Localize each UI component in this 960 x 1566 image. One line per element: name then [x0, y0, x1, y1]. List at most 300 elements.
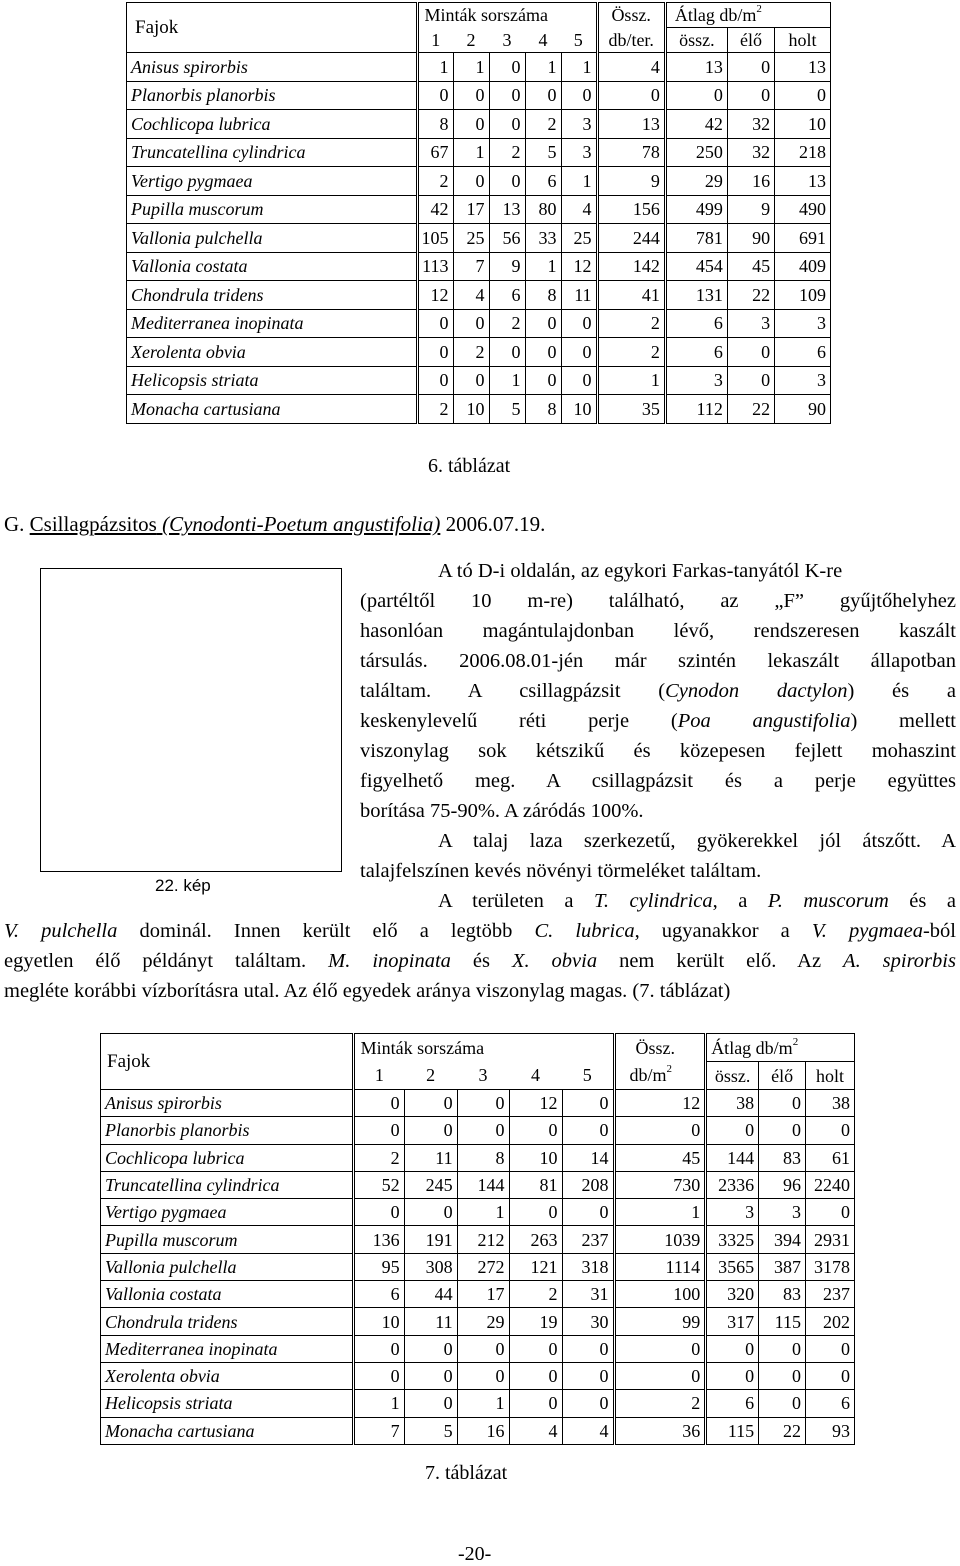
sample-count: 19 — [509, 1308, 562, 1335]
sample-count: 30 — [562, 1308, 614, 1335]
species-name: Xerolenta obvia — [127, 338, 418, 367]
avg-alive: 394 — [759, 1226, 806, 1253]
total-count: 244 — [597, 224, 665, 253]
species-name: Truncatellina cylindrica — [127, 138, 418, 167]
avg-dead: 109 — [775, 281, 831, 310]
sample-count: 0 — [525, 81, 561, 110]
sample-count: 8 — [457, 1144, 509, 1171]
sample-count: 0 — [561, 81, 597, 110]
total-count: 35 — [597, 395, 665, 424]
avg-alive: 83 — [759, 1281, 806, 1308]
table-row — [127, 366, 831, 395]
species-name: Vertigo pygmaea — [101, 1199, 354, 1226]
table-row — [101, 1390, 855, 1417]
avg-alive: 0 — [759, 1117, 806, 1144]
sample-count: 0 — [417, 309, 453, 338]
avg-dead: 0 — [806, 1199, 855, 1226]
avg-total: 454 — [665, 252, 727, 281]
avg-dead: 409 — [775, 252, 831, 281]
sample-count: 0 — [404, 1199, 457, 1226]
species-name: Vertigo pygmaea — [127, 167, 418, 196]
avg-sub-dead: holt — [775, 28, 831, 53]
sample-count: 1 — [561, 167, 597, 196]
sample-count: 0 — [353, 1362, 404, 1389]
avg-sub-dead: holt — [806, 1062, 855, 1090]
sample-count: 0 — [509, 1362, 562, 1389]
sample-number: 1 — [417, 28, 453, 53]
table-row — [127, 53, 831, 82]
sample-number: 4 — [525, 28, 561, 53]
avg-dead: 2240 — [806, 1171, 855, 1198]
total-count: 100 — [614, 1281, 706, 1308]
sample-count: 2 — [489, 309, 525, 338]
total-unit: $db/m^2$ — [614, 1062, 706, 1090]
avg-dead: 0 — [806, 1362, 855, 1389]
sample-count: 10 — [509, 1144, 562, 1171]
avg-alive: 0 — [727, 81, 774, 110]
sample-count: 5 — [404, 1417, 457, 1444]
avg-dead: 202 — [806, 1308, 855, 1335]
avg-dead: 490 — [775, 195, 831, 224]
avg-dead: 3 — [775, 366, 831, 395]
sample-count: 1 — [561, 53, 597, 82]
species-name: Chondrula tridens — [101, 1308, 354, 1335]
avg-total: 0 — [665, 81, 727, 110]
avg-sub-total: össz. — [706, 1062, 759, 1090]
avg-alive: 90 — [727, 224, 774, 253]
total-count: 156 — [597, 195, 665, 224]
sample-count: 0 — [417, 81, 453, 110]
avg-dead: 3178 — [806, 1253, 855, 1280]
sample-count: 17 — [453, 195, 489, 224]
paragraph-soil: A talaj laza szerkezetű, gyökerekkel jól átszőtt. A talajfelszínen kevés növényi törmeléket találtam. — [360, 830, 956, 882]
avg-header: Átlag $db/m^2$ — [665, 3, 830, 28]
table-row — [127, 167, 831, 196]
sample-count: 2 — [417, 395, 453, 424]
avg-alive: 0 — [727, 338, 774, 367]
sample-count: 2 — [417, 167, 453, 196]
paragraph-site-description: A tó D-i oldalán, az egykori Farkas-tanyától K-re (partéltől 10 m-re) található, az „F” gyűjtőhelyhez hasonlóan magántulajdonban lévő, rendszeresen kaszált társulás. 2006.08.01-jén már szintén lekaszált állapotban találtam. A csillagpázsit (Cynodon dactylon) és a keskenylevelű réti perje (Poa angustifolia) mellett viszonylag sok kétszikű és közepesen fejlett mohaszint figyelhető meg. A csillagpázsit és a perje együttes borítása 75-90%. A záródás 100%. — [360, 560, 956, 822]
avg-total: 0 — [706, 1362, 759, 1389]
avg-total: 3565 — [706, 1253, 759, 1280]
total-count: 2 — [597, 309, 665, 338]
sample-count: 7 — [353, 1417, 404, 1444]
avg-dead: 3 — [775, 309, 831, 338]
avg-total: 3 — [706, 1199, 759, 1226]
sample-count: 105 — [417, 224, 453, 253]
sample-count: 0 — [509, 1390, 562, 1417]
sample-number: 2 — [453, 28, 489, 53]
sample-count: 14 — [562, 1144, 614, 1171]
sample-count: 1 — [525, 252, 561, 281]
avg-dead: 61 — [806, 1144, 855, 1171]
sample-count: 113 — [417, 252, 453, 281]
sample-count: 0 — [417, 338, 453, 367]
sample-count: 42 — [417, 195, 453, 224]
sample-count: 10 — [453, 395, 489, 424]
species-name: Xerolenta obvia — [101, 1362, 354, 1389]
species-header: Fajok — [127, 3, 418, 53]
species-name: Monacha cartusiana — [127, 395, 418, 424]
table-row — [101, 1281, 855, 1308]
avg-dead: 0 — [775, 81, 831, 110]
avg-alive: 0 — [759, 1335, 806, 1362]
sample-count: 80 — [525, 195, 561, 224]
avg-alive: 0 — [759, 1362, 806, 1389]
avg-alive: 22 — [727, 395, 774, 424]
avg-total: 3 — [665, 366, 727, 395]
species-header: Fajok — [101, 1034, 354, 1090]
avg-alive: 45 — [727, 252, 774, 281]
sample-count: 0 — [457, 1362, 509, 1389]
sample-count: 136 — [353, 1226, 404, 1253]
avg-alive: 3 — [759, 1199, 806, 1226]
sample-count: 1 — [453, 138, 489, 167]
avg-dead: 6 — [806, 1390, 855, 1417]
sample-count: 2 — [453, 338, 489, 367]
sample-count: 25 — [453, 224, 489, 253]
sample-count: 31 — [562, 1281, 614, 1308]
species-name: Helicopsis striata — [101, 1390, 354, 1417]
species-name: Vallonia costata — [127, 252, 418, 281]
table-row — [101, 1308, 855, 1335]
sample-count: 12 — [561, 252, 597, 281]
sample-count: 4 — [561, 195, 597, 224]
sample-count: 4 — [453, 281, 489, 310]
avg-dead: 218 — [775, 138, 831, 167]
sample-count: 0 — [489, 110, 525, 139]
table-row — [127, 195, 831, 224]
sample-count: 272 — [457, 1253, 509, 1280]
table-row — [101, 1171, 855, 1198]
sample-count: 29 — [457, 1308, 509, 1335]
samples-header: Minták sorszáma — [417, 3, 597, 28]
sample-count: 56 — [489, 224, 525, 253]
section-heading: G. Csillagpázsitos (Cynodonti-Poetum angustifolia) 2006.07.19. — [4, 512, 546, 536]
sample-count: 0 — [525, 309, 561, 338]
avg-alive: 0 — [727, 53, 774, 82]
table-row — [101, 1335, 855, 1362]
sample-count: 0 — [525, 338, 561, 367]
sample-count: 0 — [457, 1335, 509, 1362]
sample-count: 4 — [509, 1417, 562, 1444]
sample-count: 0 — [562, 1390, 614, 1417]
sample-count: 44 — [404, 1281, 457, 1308]
table-7 — [100, 1033, 855, 1445]
table-row — [127, 81, 831, 110]
avg-alive: 22 — [759, 1417, 806, 1444]
sample-count: 1 — [489, 366, 525, 395]
total-count: 99 — [614, 1308, 706, 1335]
sample-count: 10 — [561, 395, 597, 424]
table-6 — [126, 2, 831, 424]
avg-dead: 13 — [775, 167, 831, 196]
sample-count: 7 — [453, 252, 489, 281]
sample-count: 1 — [353, 1390, 404, 1417]
sample-count: 144 — [457, 1171, 509, 1198]
avg-total: 250 — [665, 138, 727, 167]
sample-count: 3 — [561, 110, 597, 139]
total-count: 142 — [597, 252, 665, 281]
sample-count: 2 — [509, 1281, 562, 1308]
sample-count: 17 — [457, 1281, 509, 1308]
table-6-caption: 6. táblázat — [428, 455, 511, 477]
table-row — [101, 1226, 855, 1253]
total-count: 1 — [614, 1199, 706, 1226]
sample-count: 8 — [417, 110, 453, 139]
total-header: Össz. — [614, 1034, 706, 1062]
avg-total: 499 — [665, 195, 727, 224]
avg-alive: 83 — [759, 1144, 806, 1171]
avg-dead: 90 — [775, 395, 831, 424]
total-count: 9 — [597, 167, 665, 196]
sample-count: 2 — [525, 110, 561, 139]
avg-alive: 115 — [759, 1308, 806, 1335]
sample-count: 0 — [453, 366, 489, 395]
sample-count: 0 — [453, 81, 489, 110]
sample-count: 237 — [562, 1226, 614, 1253]
total-count: 45 — [614, 1144, 706, 1171]
sample-count: 1 — [525, 53, 561, 82]
samples-header: Minták sorszáma — [353, 1034, 614, 1062]
total-count: 0 — [614, 1335, 706, 1362]
species-name: Monacha cartusiana — [101, 1417, 354, 1444]
total-count: 13 — [597, 110, 665, 139]
sample-count: 0 — [457, 1090, 509, 1117]
total-unit: db/ter. — [597, 28, 665, 53]
total-count: 1114 — [614, 1253, 706, 1280]
avg-dead: 691 — [775, 224, 831, 253]
sample-count: 208 — [562, 1171, 614, 1198]
table-row — [101, 1117, 855, 1144]
species-name: Vallonia pulchella — [127, 224, 418, 253]
sample-count: 8 — [525, 395, 561, 424]
avg-dead: 93 — [806, 1417, 855, 1444]
sample-count: 6 — [353, 1281, 404, 1308]
sample-count: 0 — [404, 1390, 457, 1417]
sample-count: 13 — [489, 195, 525, 224]
avg-dead: 13 — [775, 53, 831, 82]
sample-count: 4 — [562, 1417, 614, 1444]
avg-total: 6 — [706, 1390, 759, 1417]
sample-count: 0 — [417, 366, 453, 395]
sample-count: 0 — [562, 1335, 614, 1362]
avg-total: 2336 — [706, 1171, 759, 1198]
table-row — [127, 309, 831, 338]
avg-sub-alive: élő — [759, 1062, 806, 1090]
table-row — [127, 110, 831, 139]
sample-count: 1 — [457, 1199, 509, 1226]
sample-count: 0 — [489, 167, 525, 196]
table-7-caption: 7. táblázat — [425, 1462, 508, 1484]
sample-count: 11 — [404, 1144, 457, 1171]
sample-count: 0 — [562, 1117, 614, 1144]
table-row — [101, 1253, 855, 1280]
avg-dead: 6 — [775, 338, 831, 367]
sample-count: 0 — [453, 110, 489, 139]
sample-count: 2 — [353, 1144, 404, 1171]
avg-alive: 16 — [727, 167, 774, 196]
sample-number: 2 — [404, 1062, 457, 1090]
sample-count: 191 — [404, 1226, 457, 1253]
sample-count: 5 — [525, 138, 561, 167]
sample-count: 6 — [525, 167, 561, 196]
sample-count: 12 — [509, 1090, 562, 1117]
sample-count: 0 — [562, 1199, 614, 1226]
sample-count: 6 — [489, 281, 525, 310]
sample-number: 5 — [562, 1062, 614, 1090]
avg-dead: 38 — [806, 1090, 855, 1117]
sample-count: 10 — [353, 1308, 404, 1335]
table-row — [127, 338, 831, 367]
avg-total: 6 — [665, 338, 727, 367]
species-name: Mediterranea inopinata — [101, 1335, 354, 1362]
avg-alive: 96 — [759, 1171, 806, 1198]
species-name: Pupilla muscorum — [127, 195, 418, 224]
avg-total: 0 — [706, 1117, 759, 1144]
sample-number: 3 — [457, 1062, 509, 1090]
sample-count: 0 — [404, 1090, 457, 1117]
table-row — [127, 138, 831, 167]
avg-alive: 3 — [727, 309, 774, 338]
sample-count: 245 — [404, 1171, 457, 1198]
sample-count: 3 — [561, 138, 597, 167]
sample-number: 1 — [353, 1062, 404, 1090]
sample-count: 81 — [509, 1171, 562, 1198]
sample-count: 0 — [509, 1117, 562, 1144]
sample-count: 121 — [509, 1253, 562, 1280]
table-row — [127, 281, 831, 310]
sample-count: 5 — [489, 395, 525, 424]
avg-total: 13 — [665, 53, 727, 82]
sample-count: 0 — [404, 1362, 457, 1389]
sample-count: 0 — [404, 1117, 457, 1144]
avg-total: 131 — [665, 281, 727, 310]
sample-count: 9 — [489, 252, 525, 281]
sample-count: 0 — [404, 1335, 457, 1362]
total-count: 0 — [614, 1362, 706, 1389]
avg-alive: 22 — [727, 281, 774, 310]
sample-count: 0 — [489, 338, 525, 367]
avg-total: 42 — [665, 110, 727, 139]
avg-total: 317 — [706, 1308, 759, 1335]
avg-total: 781 — [665, 224, 727, 253]
total-count: 0 — [614, 1117, 706, 1144]
photo-caption: 22. kép — [155, 876, 211, 895]
sample-count: 12 — [417, 281, 453, 310]
species-name: Cochlicopa lubrica — [101, 1144, 354, 1171]
sample-number: 5 — [561, 28, 597, 53]
total-count: 730 — [614, 1171, 706, 1198]
avg-alive: 32 — [727, 138, 774, 167]
avg-total: 144 — [706, 1144, 759, 1171]
photo-22 — [40, 568, 342, 872]
sample-count: 95 — [353, 1253, 404, 1280]
sample-count: 2 — [489, 138, 525, 167]
species-name: Planorbis planorbis — [101, 1117, 354, 1144]
sample-count: 308 — [404, 1253, 457, 1280]
total-count: 41 — [597, 281, 665, 310]
sample-count: 263 — [509, 1226, 562, 1253]
avg-dead: 2931 — [806, 1226, 855, 1253]
species-name: Helicopsis striata — [127, 366, 418, 395]
table-row — [101, 1417, 855, 1444]
sample-count: 33 — [525, 224, 561, 253]
table-row — [127, 395, 831, 424]
sample-count: 0 — [353, 1117, 404, 1144]
sample-count: 25 — [561, 224, 597, 253]
avg-total: 3325 — [706, 1226, 759, 1253]
species-name: Chondrula tridens — [127, 281, 418, 310]
species-name: Anisus spirorbis — [101, 1090, 354, 1117]
sample-count: 1 — [417, 53, 453, 82]
sample-count: 0 — [509, 1199, 562, 1226]
avg-alive: 9 — [727, 195, 774, 224]
total-count: 0 — [597, 81, 665, 110]
sample-count: 0 — [457, 1117, 509, 1144]
total-header: Össz. — [597, 3, 665, 28]
page-number: -20- — [458, 1543, 492, 1565]
sample-count: 0 — [561, 338, 597, 367]
avg-total: 320 — [706, 1281, 759, 1308]
sample-count: 1 — [457, 1390, 509, 1417]
avg-total: 38 — [706, 1090, 759, 1117]
total-count: 2 — [614, 1390, 706, 1417]
table-row — [127, 252, 831, 281]
table-row — [127, 224, 831, 253]
species-name: Cochlicopa lubrica — [127, 110, 418, 139]
sample-count: 0 — [489, 81, 525, 110]
sample-count: 0 — [561, 366, 597, 395]
species-name: Truncatellina cylindrica — [101, 1171, 354, 1198]
sample-number: 4 — [509, 1062, 562, 1090]
avg-dead: 237 — [806, 1281, 855, 1308]
total-count: 12 — [614, 1090, 706, 1117]
paragraph-species-line1: A területen a T. cylindrica, a P. muscorum és a — [438, 890, 956, 912]
avg-dead: 0 — [806, 1117, 855, 1144]
table-row — [101, 1144, 855, 1171]
avg-total: 112 — [665, 395, 727, 424]
avg-alive: 0 — [727, 366, 774, 395]
total-count: 1 — [597, 366, 665, 395]
sample-count: 0 — [562, 1090, 614, 1117]
table-row — [101, 1199, 855, 1226]
sample-count: 212 — [457, 1226, 509, 1253]
sample-count: 67 — [417, 138, 453, 167]
avg-header: Átlag $db/m^2$ — [706, 1034, 855, 1062]
avg-sub-total: össz. — [665, 28, 727, 53]
sample-count: 0 — [353, 1090, 404, 1117]
total-count: 78 — [597, 138, 665, 167]
total-count: 2 — [597, 338, 665, 367]
sample-count: 0 — [353, 1199, 404, 1226]
avg-alive: 0 — [759, 1390, 806, 1417]
species-name: Vallonia pulchella — [101, 1253, 354, 1280]
total-count: 1039 — [614, 1226, 706, 1253]
avg-dead: 10 — [775, 110, 831, 139]
species-name: Vallonia costata — [101, 1281, 354, 1308]
sample-count: 0 — [489, 53, 525, 82]
species-name: Mediterranea inopinata — [127, 309, 418, 338]
avg-alive: 387 — [759, 1253, 806, 1280]
total-count: 4 — [597, 53, 665, 82]
sample-count: 11 — [404, 1308, 457, 1335]
sample-count: 52 — [353, 1171, 404, 1198]
sample-count: 0 — [453, 167, 489, 196]
sample-count: 0 — [353, 1335, 404, 1362]
avg-alive: 32 — [727, 110, 774, 139]
avg-total: 0 — [706, 1335, 759, 1362]
